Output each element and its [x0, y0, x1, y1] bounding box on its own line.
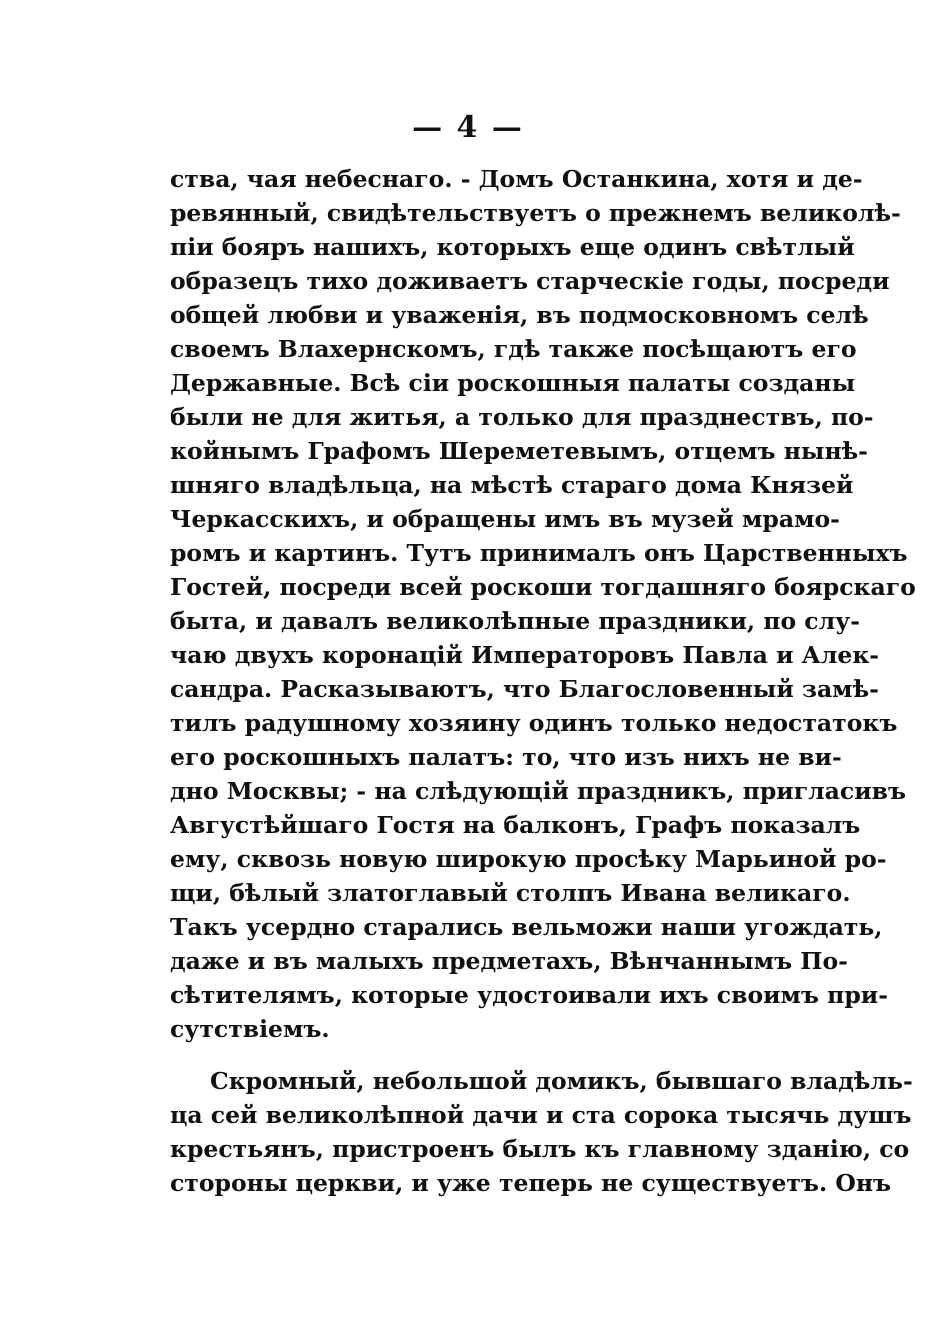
text-line: чаю двухъ коронацій Императоровъ Павла и Алек-	[170, 641, 880, 669]
text-line: образецъ тихо доживаетъ старческіе годы, посреди	[170, 267, 890, 295]
text-line: Такъ усердно старались вельможи наши угождать,	[170, 913, 883, 941]
text-line: щи, бѣлый златоглавый столпъ Ивана великаго.	[170, 879, 851, 907]
paragraph-1	[170, 162, 916, 1046]
text-line: даже и въ малыхъ предметахъ, Вѣнчаннымъ По-	[170, 947, 848, 975]
text-line: ревянный, свидѣтельствуетъ о прежнемъ великолѣ-	[170, 199, 901, 227]
text-line: дно Москвы; - на слѣдующій праздникъ, пригласивъ	[170, 777, 907, 805]
text-line: своемъ Влахернскомъ, гдѣ также посѣщаютъ его	[170, 335, 857, 363]
text-line: Черкасскихъ, и обращены имъ въ музей мрамо-	[170, 505, 840, 533]
text-line: Скромный, небольшой домикъ, бывшаго владѣль-	[210, 1067, 913, 1095]
text-line: ства, чая небеснаго. - Домъ Останкина, хотя и де-	[170, 165, 863, 193]
text-line: общей любви и уваженія, въ подмосковномъ селѣ	[170, 301, 869, 329]
text-line: тилъ радушному хозяину одинъ только недостатокъ	[170, 709, 898, 737]
text-line: крестьянъ, пристроенъ былъ къ главному зданію, со	[170, 1135, 910, 1163]
text-line: Августѣйшаго Гостя на балконъ, Графъ показалъ	[170, 811, 861, 839]
text-line: ца сей великолѣпной дачи и ста сорока тысячь душъ	[170, 1101, 912, 1129]
text-line: его роскошныхъ палатъ: то, что изъ нихъ не ви-	[170, 743, 842, 771]
text-line: были не для житья, а только для празднествъ, по-	[170, 403, 874, 431]
text-line: Гостей, посреди всей роскоши тогдашняго боярскаго	[170, 573, 916, 601]
text-line: стороны церкви, и уже теперь не существуетъ. Онъ	[170, 1169, 892, 1197]
text-line: ромъ и картинъ. Тутъ принималъ онъ Царственныхъ	[170, 539, 908, 567]
text-line: піи бояръ нашихъ, которыхъ еще одинъ свѣтлый	[170, 233, 855, 261]
text-line: Державные. Всѣ сіи роскошныя палаты созданы	[170, 369, 856, 397]
text-line: койнымъ Графомъ Шереметевымъ, отцемъ нынѣ-	[170, 437, 868, 465]
page-number: — 4 —	[412, 110, 524, 145]
paragraph-spacer	[170, 1046, 770, 1064]
body-text	[170, 162, 916, 1200]
text-line: сандра. Расказываютъ, что Благословенный замѣ-	[170, 675, 879, 703]
text-line: шняго владѣльца, на мѣстѣ стараго дома Князей	[170, 471, 854, 499]
text-line: быта, и давалъ великолѣпные праздники, по слу-	[170, 607, 860, 635]
paragraph-2	[170, 1064, 913, 1200]
text-line: сутствіемъ.	[170, 1015, 330, 1043]
text-line: сѣтителямъ, которые удостоивали ихъ своимъ при-	[170, 981, 888, 1009]
text-line: ему, сквозь новую широкую просѣку Марьиной ро-	[170, 845, 887, 873]
